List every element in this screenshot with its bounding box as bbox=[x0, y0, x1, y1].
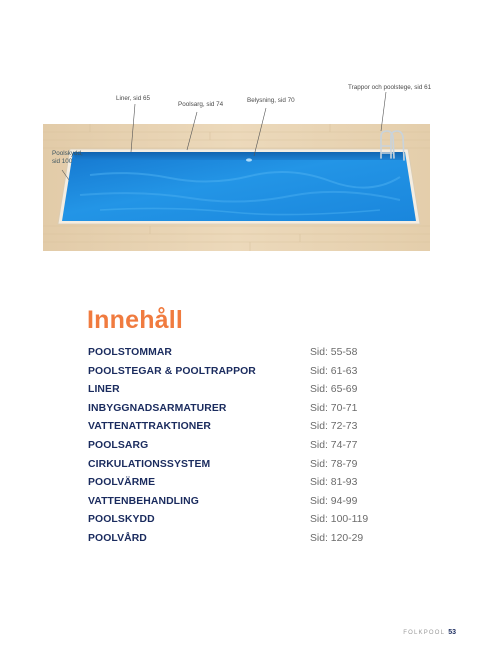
callout-poolskydd-line2: sid 100 bbox=[52, 158, 73, 165]
toc-row[interactable] bbox=[88, 459, 388, 478]
callout-liner: Liner, sid 65 bbox=[116, 95, 150, 102]
pool-light bbox=[246, 158, 252, 161]
toc-row[interactable] bbox=[88, 366, 388, 385]
toc-row[interactable] bbox=[88, 514, 388, 533]
toc-item-label: VATTENBEHANDLING bbox=[88, 495, 199, 507]
toc-item-label: LINER bbox=[88, 384, 120, 396]
toc-item-label: POOLVÅRD bbox=[88, 532, 147, 544]
toc-item-label: POOLVÄRME bbox=[88, 477, 156, 489]
toc-row[interactable] bbox=[88, 533, 388, 552]
toc-item-pages: Sid: 70-71 bbox=[310, 402, 358, 414]
callout-poolskydd bbox=[52, 150, 83, 166]
toc-item-pages: Sid: 55-58 bbox=[310, 347, 358, 358]
page-number: 53 bbox=[448, 629, 456, 636]
toc-item-pages: Sid: 72-73 bbox=[310, 421, 358, 433]
callout-belysning: Belysning, sid 70 bbox=[247, 97, 295, 104]
toc-row[interactable] bbox=[88, 403, 388, 422]
toc-item-pages: Sid: 94-99 bbox=[310, 495, 358, 507]
toc-item-label: VATTENATTRAKTIONER bbox=[88, 421, 212, 433]
toc-item-pages: Sid: 120-29 bbox=[310, 532, 364, 544]
toc-item-pages: Sid: 65-69 bbox=[310, 384, 358, 396]
toc-row[interactable] bbox=[88, 421, 388, 440]
toc-row[interactable] bbox=[88, 477, 388, 496]
pool-illustration bbox=[0, 0, 480, 260]
toc-item-pages: Sid: 61-63 bbox=[310, 365, 358, 377]
toc-item-label: INBYGGNADSARMATURER bbox=[88, 402, 227, 414]
toc-row[interactable] bbox=[88, 496, 388, 515]
toc-item-label: POOLSTOMMAR bbox=[88, 347, 173, 358]
toc-item-pages: Sid: 78-79 bbox=[310, 458, 358, 470]
pool-water bbox=[62, 152, 416, 221]
toc-item-pages: Sid: 74-77 bbox=[310, 439, 358, 451]
toc-row[interactable] bbox=[88, 347, 388, 366]
callout-poolsarg: Poolsarg, sid 74 bbox=[178, 101, 224, 108]
page-title: Innehåll bbox=[87, 306, 184, 334]
toc-item-label: POOLSARG bbox=[88, 439, 149, 451]
table-of-contents bbox=[88, 347, 388, 552]
page-footer bbox=[403, 629, 456, 636]
toc-item-label: POOLSTEGAR & POOLTRAPPOR bbox=[88, 365, 256, 377]
toc-row[interactable] bbox=[88, 440, 388, 459]
toc-item-label: POOLSKYDD bbox=[88, 514, 155, 526]
toc-item-label: CIRKULATIONSSYSTEM bbox=[88, 458, 211, 470]
footer-brand: FOLKPOOL bbox=[403, 630, 446, 636]
toc-item-pages: Sid: 100-119 bbox=[310, 514, 369, 526]
toc-item-pages: Sid: 81-93 bbox=[310, 477, 358, 489]
toc-row[interactable] bbox=[88, 384, 388, 403]
callout-poolskydd-line1: Poolskydd, bbox=[52, 150, 83, 157]
callout-trappor: Trappor och poolstege, sid 61 bbox=[348, 84, 432, 91]
